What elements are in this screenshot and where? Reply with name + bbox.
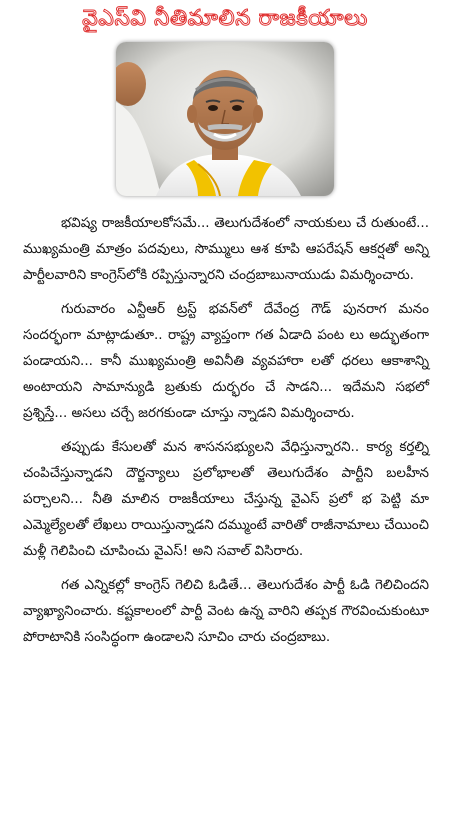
paragraph-1: భవిష్య రాజకీయాలకోసమే... తెలుగుదేశంలో నాయకులు చే రుతుంటే... ముఖ్యమంత్రి మాత్రం పదవులు, సొమ్ములు ఆశ కూపి ఆపరేషన్ ఆకర్షతో అన్ని పార్టీలవారిని కాంగ్రెస్‌లోకి రప్పిస్తున్నారని చంద్రబాబునాయుడు విమర్శించారు. bbox=[23, 215, 429, 283]
paragraph-4: గత ఎన్నికల్లో కాంగ్రెస్ గెలిచి ఓడితే... తెలుగుదేశం పార్టీ ఓడి గెలిచిందని వ్యాఖ్యానించారు. కష్టకాలంలో పార్టీ వెంట ఉన్న వారిని తప్పక గౌరవించుకుంటూ పోరాటానికి సంసిద్ధంగా ఉండాలని సూచిం చారు చంద్రబాబు. bbox=[23, 577, 429, 645]
paragraph-2: గురువారం ఎన్టీఆర్ ట్రస్ట్ భవన్‌లో దేవేంద్ర గౌడ్ పునరాగ మనం సందర్భంగా మాట్లాడుతూ.. రాష్ట్ర వ్యాప్తంగా గత ఏడాది పంట లు అద్భుతంగా పండాయని... కానీ ముఖ్యమంత్రి అవినీతి వ్యవహారా లతో ధరలు ఆకాశాన్ని అంటాయని సామాన్యుడి బ్రతుకు దుర్భరం చే సాడని... ఇదేమని సభలో ప్రశ్నిస్తే... అసలు చర్చే జరగకుండా చూస్తు న్నాడని విమర్శించారు. bbox=[23, 301, 429, 421]
headline: వైఎస్‌వి నీతిమాలిన రాజకీయాలు bbox=[82, 6, 368, 31]
paragraph-3: తప్పుడు కేసులతో మన శాసనసభ్యులని వేధిస్తున్నారని.. కార్య కర్తల్ని చంపిచేస్తున్నాడని దౌర్జన్యాలు ప్రలోభాలతో తెలుగుదేశం పార్టీని బలహీన పర్చాలని... నీతి మాలిన రాజకీయాలు చేస్తున్న వైఎస్ ప్రలో భ పెట్టి మా ఎమ్మెల్యేలతో లేఖలు రాయిస్తున్నాడని దమ్ముంటే వారితో రాజీనామాలు చేయించి మళ్లీ గెలిపించి చూపించు వైఎస్! అని సవాల్ విసిరారు. bbox=[23, 439, 429, 559]
portrait-photo bbox=[116, 42, 334, 196]
article-body bbox=[23, 210, 429, 658]
